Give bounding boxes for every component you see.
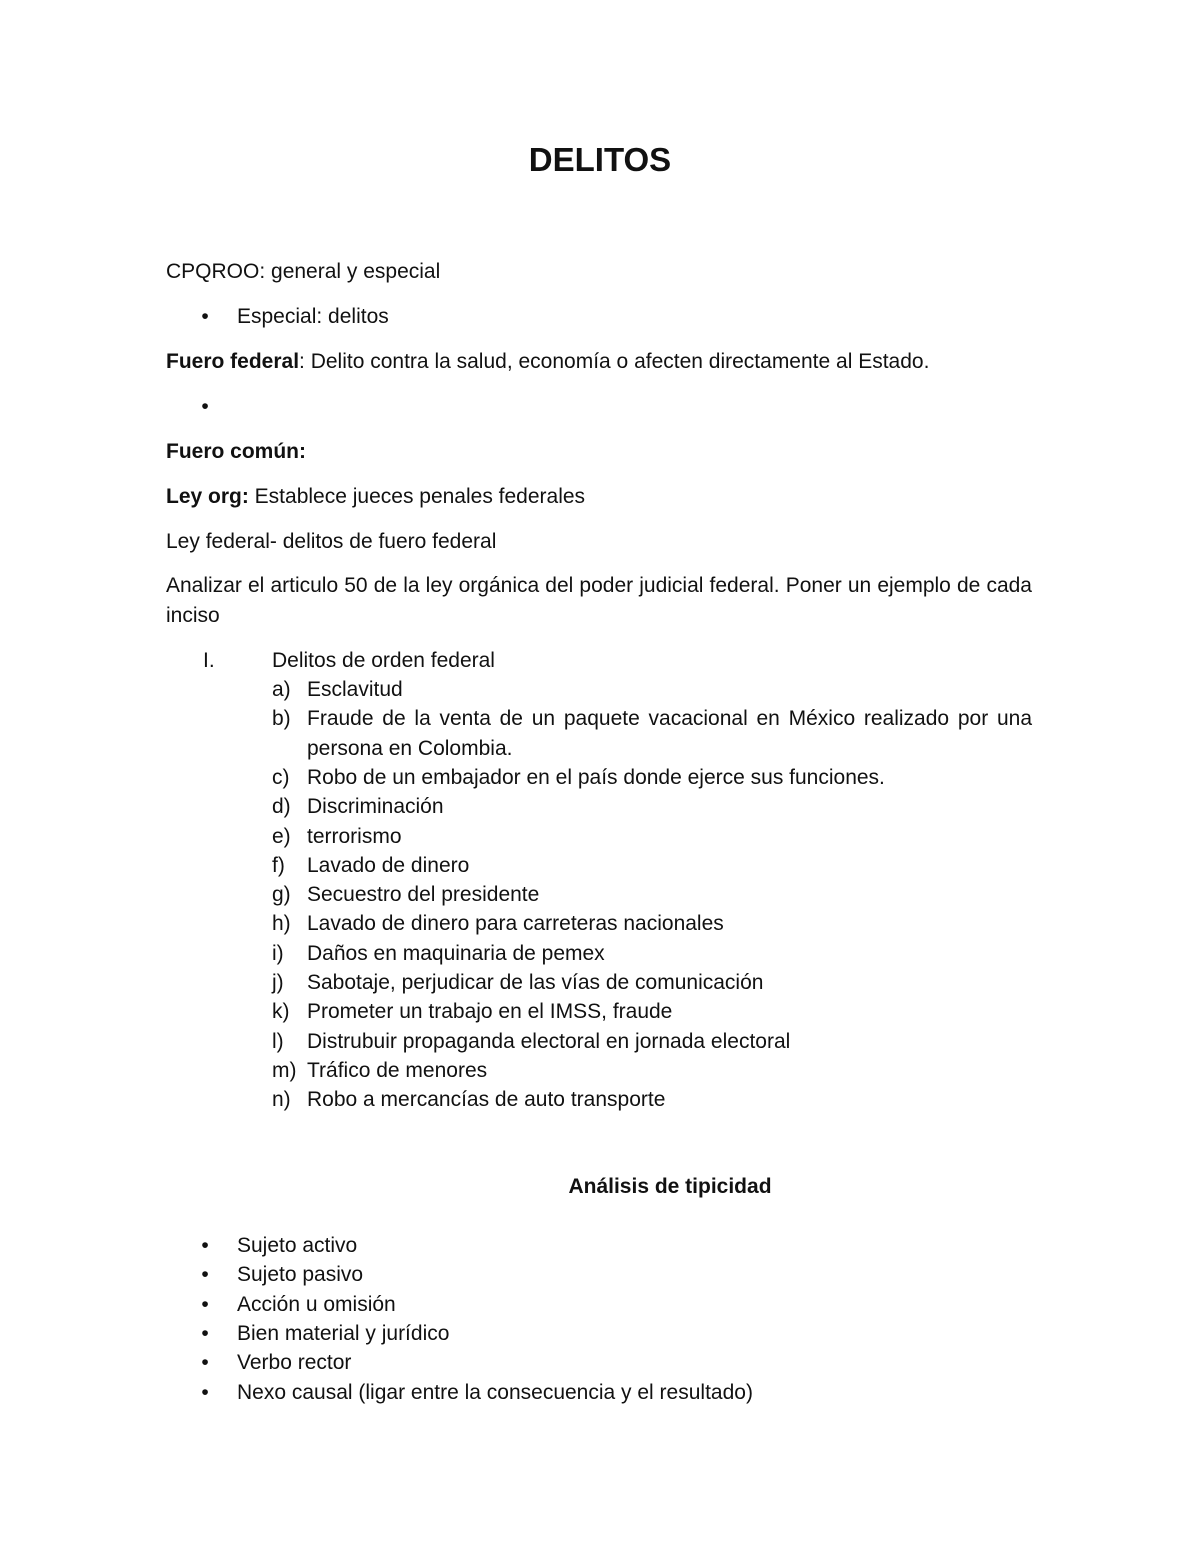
ley-org-label: Ley org: <box>166 485 249 508</box>
analisis-item-text: Sujeto activo <box>237 1234 358 1257</box>
inciso-letter: n) <box>272 1088 291 1112</box>
inciso-text: Robo de un embajador en el país donde ejerce sus funciones. <box>307 765 885 789</box>
inciso-text: Distrubuir propaganda electoral en jornada electoral <box>307 1029 791 1053</box>
bullet-icon: • <box>201 1321 209 1345</box>
inciso-item <box>272 939 1032 968</box>
inciso-text: Lavado de dinero para carreteras nacionales <box>307 912 724 936</box>
inciso-text: Esclavitud <box>307 678 403 701</box>
inciso-text: Secuestro del presidente <box>307 883 540 907</box>
analisis-item-text: Bien material y jurídico <box>237 1321 450 1345</box>
inciso-text: Sabotaje, perjudicar de las vías de comunicación <box>307 971 764 994</box>
inciso-text: Prometer un trabajo en el IMSS, fraude <box>307 1000 673 1024</box>
ley-federal-line: Ley federal- delitos de fuero federal <box>166 530 497 553</box>
analisis-item-text: Acción u omisión <box>237 1292 396 1316</box>
inciso-item <box>272 851 1032 880</box>
inciso-letter: a) <box>272 678 291 701</box>
inciso-text: Fraude de la venta de un paquete vacacional en México realizado por una persona en Colombia. <box>307 707 1032 760</box>
ley-org-text: Establece jueces penales federales <box>248 485 586 508</box>
inciso-text: Daños en maquinaria de pemex <box>307 941 605 965</box>
inciso-item <box>272 704 1032 763</box>
roman-item-text: Delitos de orden federal <box>272 649 495 672</box>
ley-org-line <box>166 482 585 512</box>
inciso-letter: m) <box>272 1058 297 1082</box>
inciso-letter: i) <box>272 941 284 965</box>
document-title: DELITOS <box>528 141 672 178</box>
fuero-federal-line <box>166 347 929 377</box>
inciso-letter: h) <box>272 912 291 936</box>
inciso-text: Tráfico de menores <box>307 1058 488 1082</box>
inciso-text: terrorismo <box>307 824 402 848</box>
inciso-text: Lavado de dinero <box>307 853 470 877</box>
inciso-letter: j) <box>272 971 284 994</box>
inciso-item <box>272 763 1032 792</box>
inciso-item <box>272 1085 1032 1114</box>
fuero-comun-heading: Fuero común: <box>166 440 306 463</box>
analizar-paragraph: Analizar el articulo 50 de la ley orgánica del poder judicial federal. Poner un ejemplo de cada inciso <box>166 574 1032 627</box>
inciso-item <box>272 968 1032 997</box>
inciso-letter: c) <box>272 765 290 789</box>
inciso-letter: k) <box>272 1000 290 1024</box>
inciso-letter: b) <box>272 707 291 731</box>
bullet-icon: • <box>201 1234 209 1257</box>
fuero-federal-text: : Delito contra la salud, economía o afecten directamente al Estado. <box>299 350 930 373</box>
cpqroo-line: CPQROO: general y especial <box>166 260 441 283</box>
inciso-text: Discriminación <box>307 795 444 819</box>
fuero-federal-label: Fuero federal <box>166 350 300 373</box>
inciso-letter: g) <box>272 883 291 907</box>
bullet-icon: • <box>201 1351 209 1375</box>
inciso-letter: d) <box>272 795 291 819</box>
analisis-heading: Análisis de tipicidad <box>568 1175 772 1198</box>
analisis-item-text: Sujeto pasivo <box>237 1263 364 1287</box>
bullet-icon: • <box>201 1292 209 1316</box>
roman-numeral: I. <box>203 649 215 672</box>
analisis-item-text: Verbo rector <box>237 1351 352 1375</box>
bullet-icon: • <box>201 1380 209 1404</box>
inciso-letter: l) <box>272 1029 284 1053</box>
bullet-icon: • <box>201 395 209 418</box>
inciso-item <box>272 880 1032 909</box>
bullet-text: Especial: delitos <box>237 305 389 328</box>
inciso-item <box>272 909 1032 938</box>
inciso-item <box>272 997 1032 1026</box>
inciso-letter: e) <box>272 824 291 848</box>
bullet-icon: • <box>201 1263 209 1287</box>
inciso-item <box>272 822 1032 851</box>
inciso-item <box>272 1056 1032 1085</box>
inciso-letter: f) <box>272 853 285 877</box>
analisis-item-text: Nexo causal (ligar entre la consecuencia y el resultado) <box>237 1380 753 1404</box>
inciso-item <box>272 1027 1032 1056</box>
bullet-icon: • <box>201 305 209 328</box>
inciso-text: Robo a mercancías de auto transporte <box>307 1088 666 1112</box>
inciso-item <box>272 675 1032 704</box>
inciso-item <box>272 792 1032 821</box>
